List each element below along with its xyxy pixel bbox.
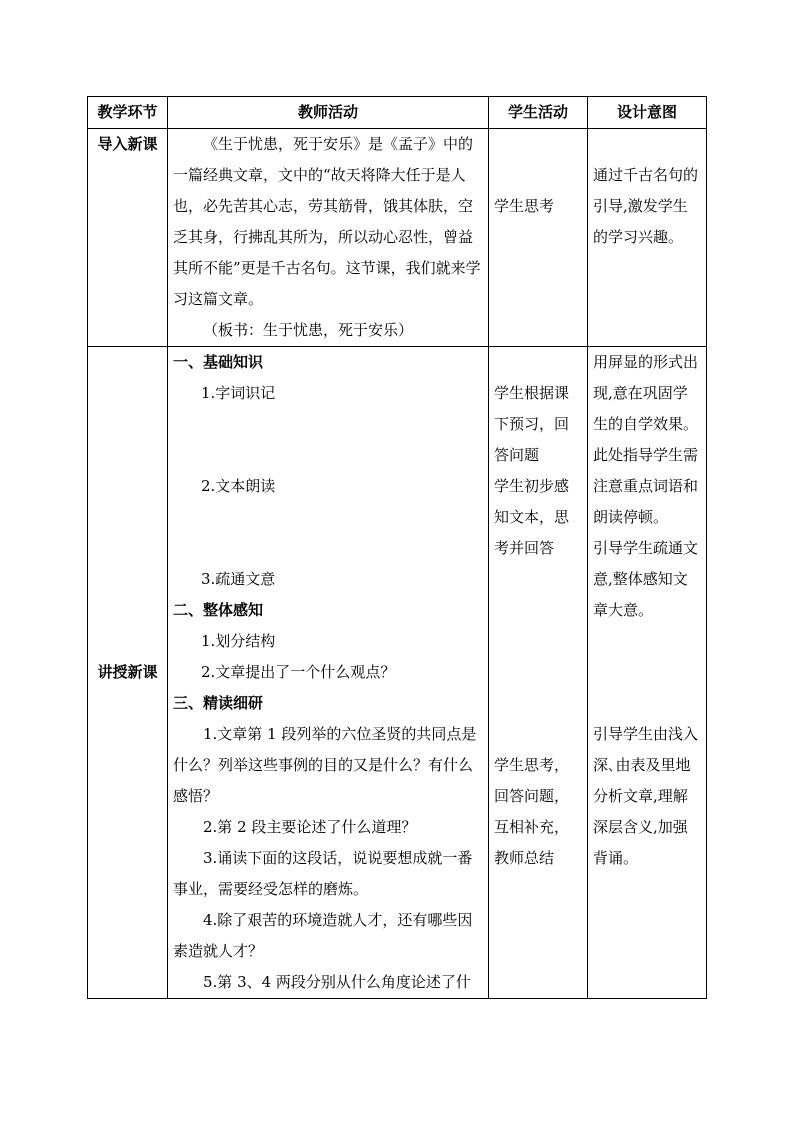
student-new-c: 学生思考，回答问题，互相补充，教师总结 xyxy=(494,756,570,867)
s1-item-3: 3.疏通文意 xyxy=(201,570,276,588)
s3-item-1: 1.文章第 1 段列举的六位圣贤的共同点是什么？列举这些事例的目的又是什么？有什么感悟？ xyxy=(173,725,477,805)
s1-item-1: 1.字词识记 xyxy=(201,384,276,402)
teacher-new xyxy=(168,347,489,999)
section2-title: 二、整体感知 xyxy=(173,601,264,619)
student-new-a: 学生根据课下预习，回答问题 xyxy=(494,384,570,464)
intent-new-c: 引导学生疏通文意,整体感知文章大意。 xyxy=(593,539,699,619)
segment-new: 讲授新课 xyxy=(88,347,168,999)
row-intro xyxy=(88,129,707,347)
s3-item-5: 5.第 3、4 两段分别从什么角度论述了什 xyxy=(203,973,471,991)
intent-intro-text: 通过千古名句的引导,激发学生的学习兴趣。 xyxy=(593,166,699,246)
section3-title: 三、精读细研 xyxy=(173,694,264,712)
intent-intro xyxy=(588,129,707,347)
student-new-b: 学生初步感知文本，思考并回答 xyxy=(494,477,570,557)
student-intro-text: 学生思考 xyxy=(494,197,555,215)
intent-new-b: 此处指导学生需注意重点词语和朗读停顿。 xyxy=(593,446,699,526)
teacher-intro-para: 《生于忧患，死于安乐》是《孟子》中的一篇经典文章，文中的“故天将降大任于是人也，必先苦其心志，劳其筋骨，饿其体肤，空乏其身，行拂乱其所为，所以动心忍性，曾益其所不能”更是千古名句。这节课，我们就来学习这篇文章。 xyxy=(173,135,481,308)
lesson-plan-table xyxy=(87,96,707,999)
header-teacher: 教师活动 xyxy=(168,97,489,129)
intent-new xyxy=(588,347,707,999)
segment-intro: 导入新课 xyxy=(88,129,168,347)
intent-new-d: 引导学生由浅入深､由表及里地分析文章,理解深层含义,加强背诵。 xyxy=(593,725,699,867)
header-row xyxy=(88,97,707,129)
s1-item-2: 2.文本朗读 xyxy=(201,477,276,495)
intent-new-a: 用屏显的形式出现,意在巩固学生的自学效果。 xyxy=(593,353,699,433)
teacher-intro xyxy=(168,129,489,347)
s3-item-4: 4.除了艰苦的环境造就人才，还有哪些因素造就人才？ xyxy=(173,911,473,960)
header-student: 学生活动 xyxy=(489,97,588,129)
teacher-intro-board: （板书：生于忧患，死于安乐） xyxy=(203,321,414,339)
student-new xyxy=(489,347,588,999)
section1-title: 一、基础知识 xyxy=(173,353,264,371)
header-intent: 设计意图 xyxy=(588,97,707,129)
s3-item-2: 2.第 2 段主要论述了什么道理？ xyxy=(203,818,417,836)
s2-item-1: 1.划分结构 xyxy=(201,632,276,650)
s3-item-3: 3.诵读下面的这段话，说说要想成就一番事业，需要经受怎样的磨炼。 xyxy=(173,849,473,898)
row-new xyxy=(88,347,707,999)
student-intro xyxy=(489,129,588,347)
s2-item-2: 2.文章提出了一个什么观点？ xyxy=(201,663,396,681)
header-segment: 教学环节 xyxy=(88,97,168,129)
